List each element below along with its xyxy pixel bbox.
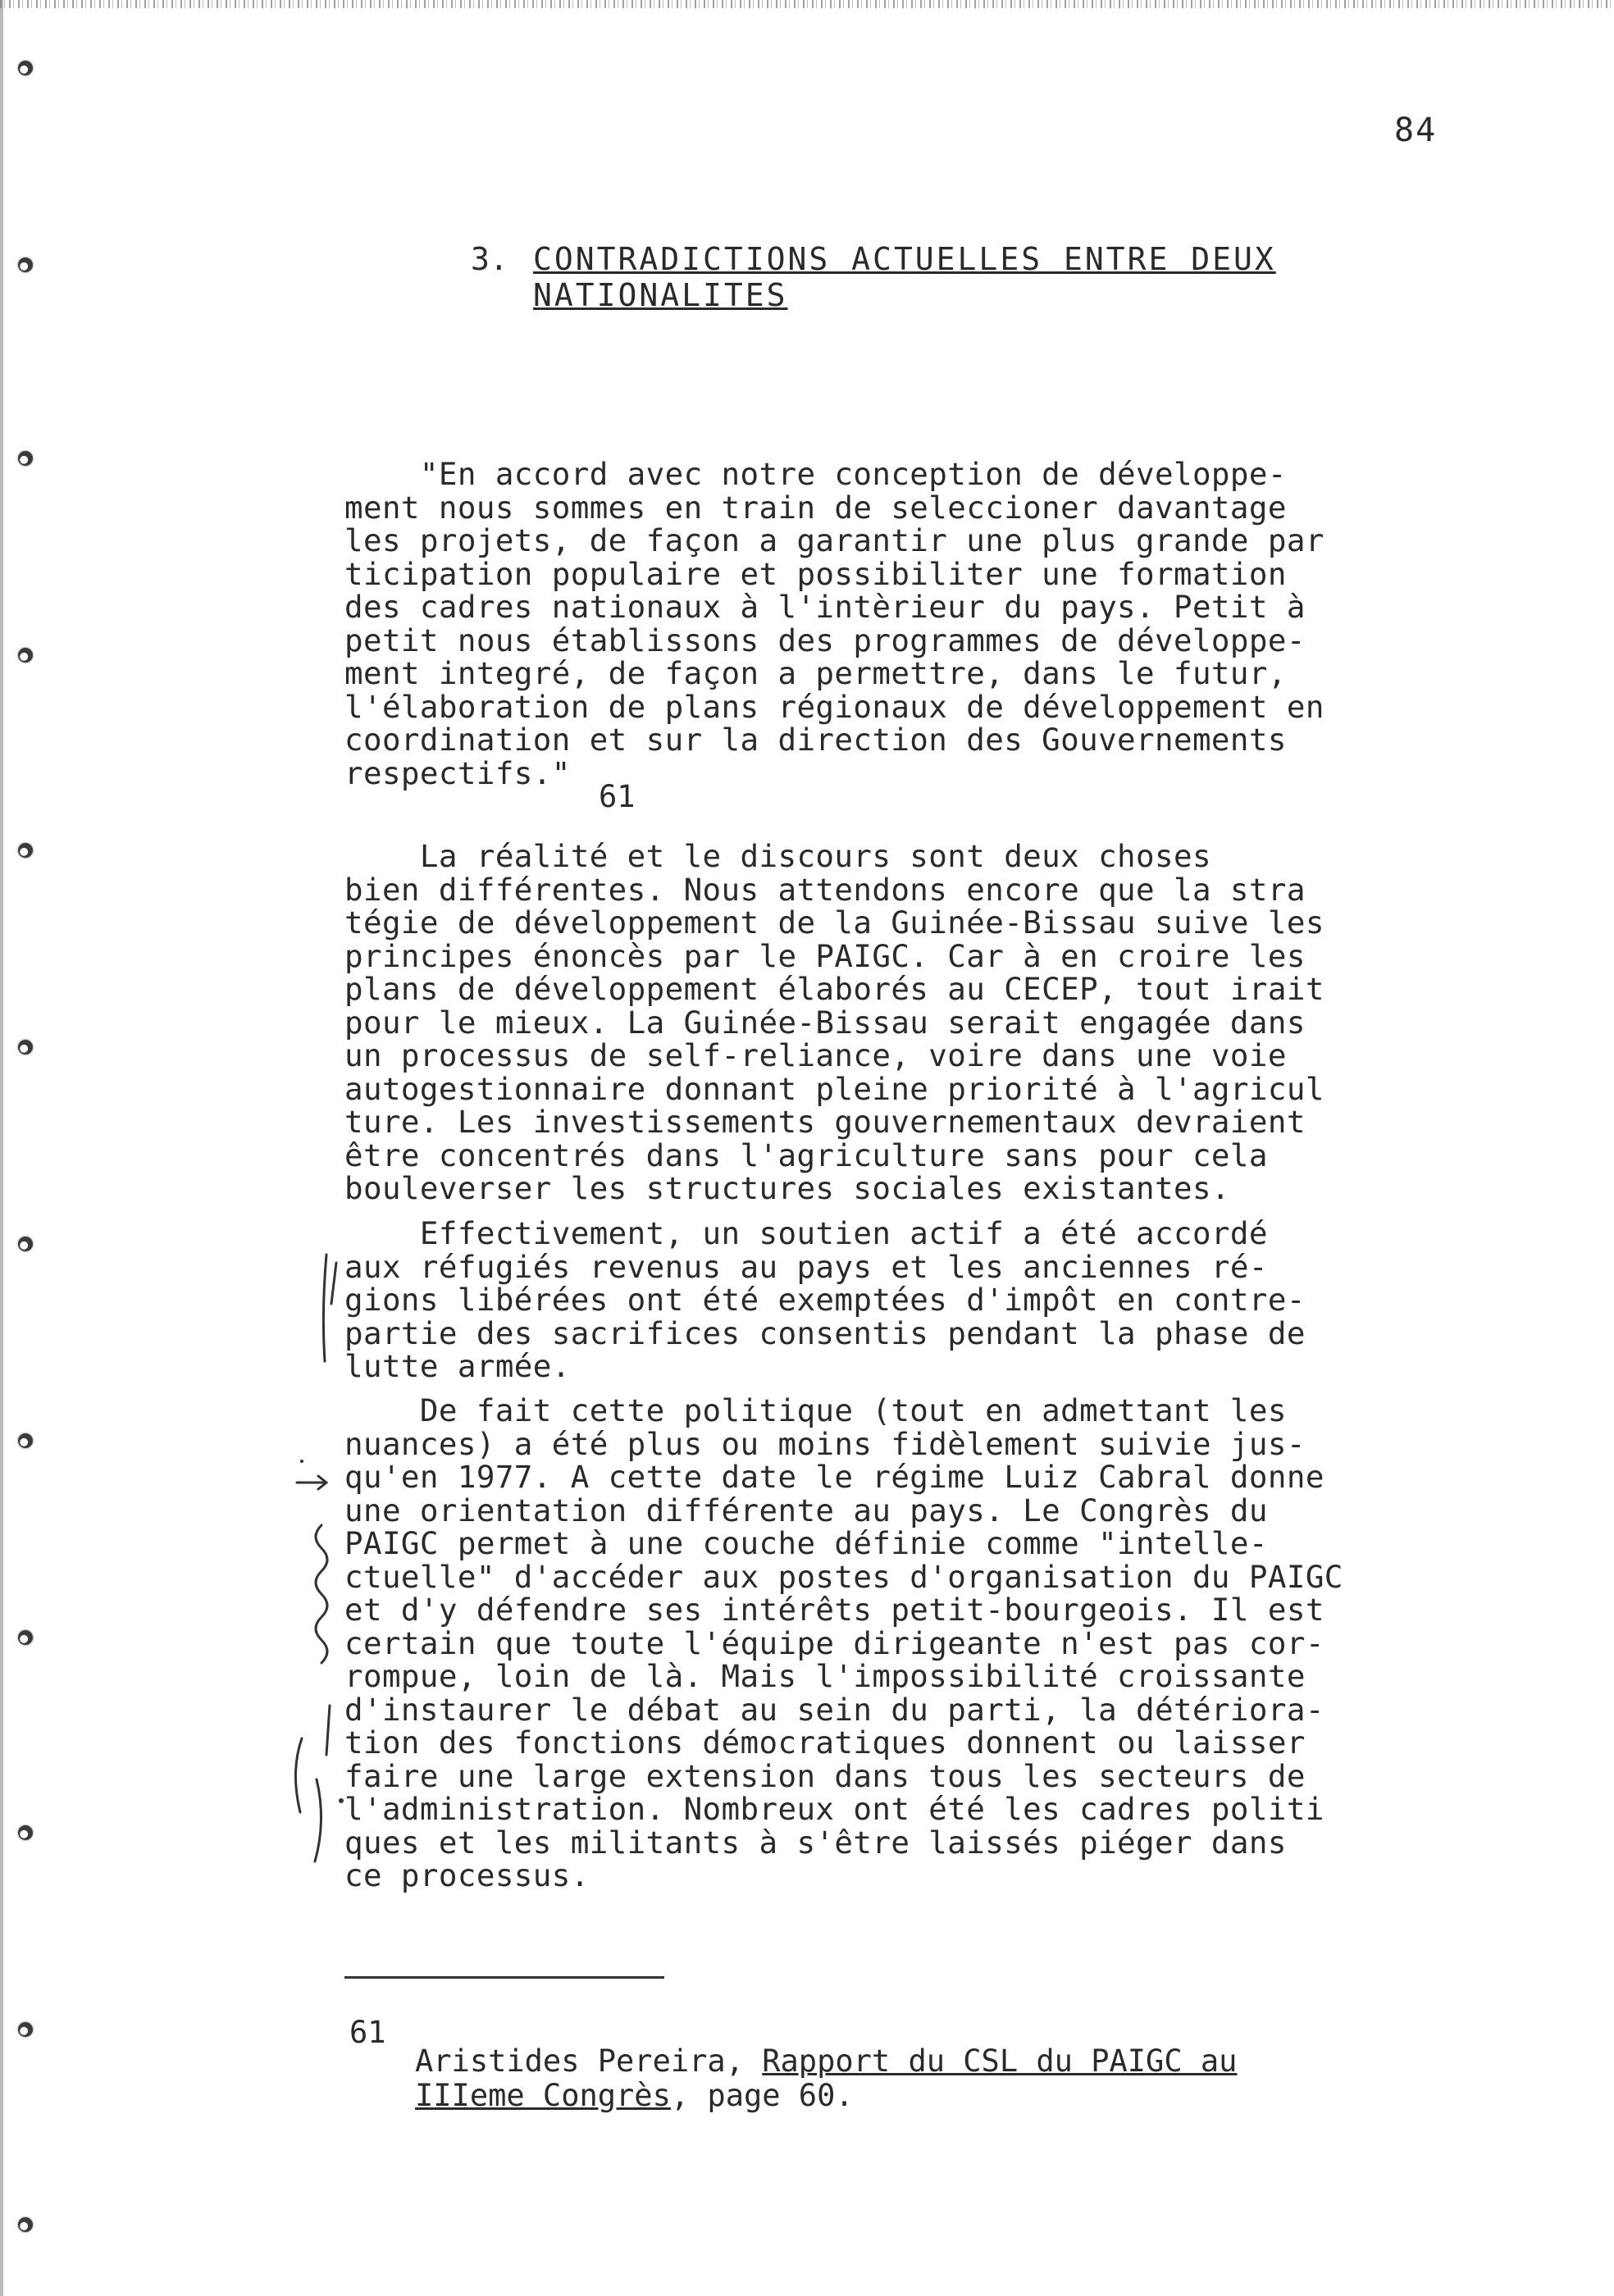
footnote-text	[415, 2044, 1237, 2113]
footnote-title: Rapport du CSL du PAIGC au	[762, 2043, 1238, 2079]
footnote-page: , page 60.	[670, 2078, 854, 2113]
margin-line	[323, 1255, 326, 1361]
footnote-separator	[344, 1976, 664, 1979]
quote-block: "En accord avec notre conception de développe- ment nous sommes en train de seleccioner davantage les projets, de façon a garantir une plus grande par ticipation populaire et possibiliter une formation des cadres nationaux à l'intèrieur du pays. Petit à petit nous établissons des programmes de développe- ment integré, de façon a permettre, dans le futur, l'élaboration de plans régionaux de développement en coordination et sur la direction des Gouvernements respectifs."	[344, 456, 1324, 791]
margin-squiggle	[316, 1525, 327, 1663]
paragraph: Effectivement, un soutien actif a été accordé aux réfugiés revenus au pays et les anciennes ré- gions libérées ont été exemptées d'impôt en contre- partie des sacrifices consentis pendant la phase de lutte armée.	[344, 1215, 1306, 1384]
paragraph: De fait cette politique (tout en admettant les nuances) a été plus ou moins fidèlement suivie jus- qu'en 1977. A cette date le régime Luiz Cabral donne une orientation différente au pays. Le Congrès du PAIGC permet à une couche définie comme "intelle- ctuelle" d'accéder aux postes d'organisation du PAIGC et d'y défendre ses intérêts petit-bourgeois. Il est certain que toute l'équipe dirigeante n'est pas cor- rompue, loin de là. Mais l'impossibilité croissante d'instaurer le débat au sein du parti, la détériora- tion des fonctions démocratiques donnent ou laisser faire une large extension dans tous les secteurs de l'administration. Nombreux ont été les cadres politi ques et les militants à s'être laissés piéger dans ce processus.	[344, 1392, 1343, 1893]
margin-dot	[300, 1460, 303, 1463]
section-title: CONTRADICTIONS ACTUELLES ENTRE DEUX NATIONALITES	[533, 241, 1276, 313]
margin-tick	[326, 1706, 330, 1755]
footnote-title-continued: IIIeme Congrès	[415, 2078, 671, 2113]
margin-bracket	[295, 1738, 302, 1812]
paragraph: La réalité et le discours sont deux choses bien différentes. Nous attendons encore que la stra tégie de développement de la Guinée-Bissau suive les principes énoncès par le PAIGC. Car à en croire les plans de développement élaborés au CECEP, tout irait pour le mieux. La Guinée-Bissau serait engagée dans un processus de self-reliance, voire dans une voie autogestionnaire donnant pleine priorité à l'agricul ture. Les investissements gouvernementaux devraient être concentrés dans l'agriculture sans pour cela bouleverser les structures sociales existantes.	[344, 838, 1324, 1206]
margin-arrow	[297, 1476, 326, 1489]
margin-dot	[339, 1798, 344, 1803]
footnote-number: 61	[349, 2015, 386, 2050]
margin-tick	[331, 1263, 336, 1304]
footnote-author: Aristides Pereira,	[415, 2043, 763, 2079]
page-number: 84	[1394, 112, 1438, 149]
section-number: 3.	[471, 241, 508, 277]
footnote-reference: 61	[599, 779, 636, 814]
margin-bracket	[315, 1779, 321, 1861]
